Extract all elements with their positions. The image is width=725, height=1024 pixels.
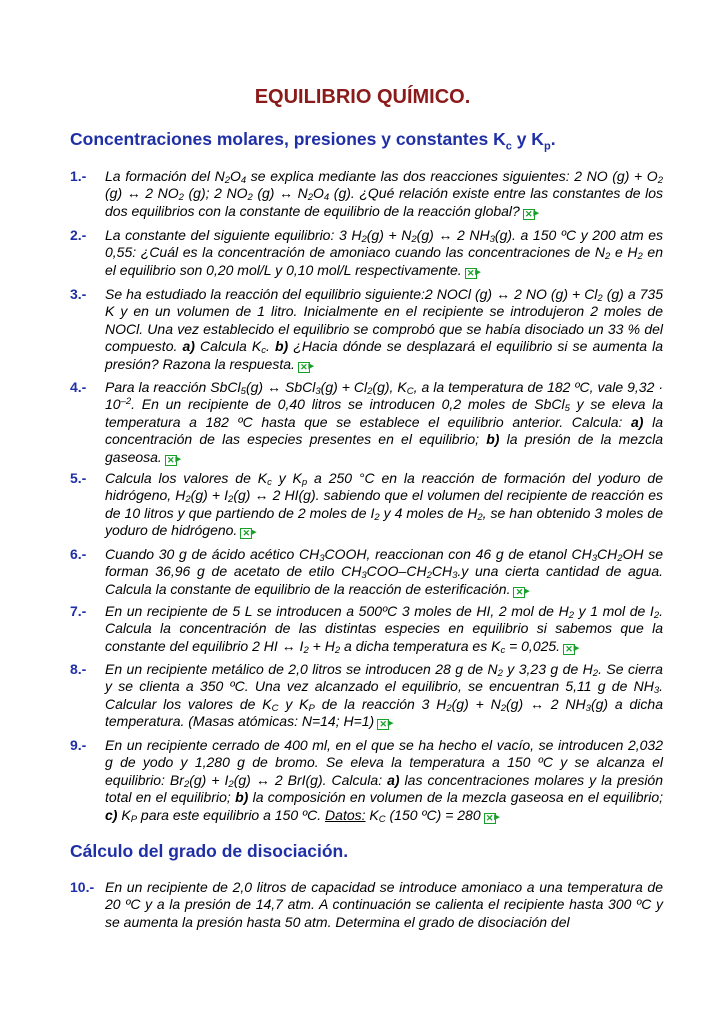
equilibrium-arrow-icon: ↔	[529, 695, 544, 712]
problem-number: 5.-	[70, 470, 87, 486]
problem-10	[70, 879, 663, 931]
problem-9	[70, 737, 663, 824]
solution-link-icon[interactable]: ✕ ▶	[484, 813, 496, 824]
solution-link-icon[interactable]: ✕ ▶	[298, 362, 310, 373]
problem-number: 9.-	[70, 737, 87, 753]
problem-text: En un recipiente de 2,0 litros de capacidad se introduce amoniaco a una temperatura de 20 ºC y a la presión de 14,7 atm. A continuación se calienta el recipiente hasta 300 ºC y se aumenta la presión hasta 50 atm. Determina el grado de disociación del	[105, 879, 663, 930]
solution-link-icon[interactable]: ✕ ▶	[563, 644, 575, 655]
problem-text: En un recipiente metálico de 2,0 litros se introducen 28 g de $N_2$ y 3,23 g de $H_2$. Se cierra y se clienta a 350 ºC. Una vez alcanzado el equilibrio, se encuentran 5,11 g de $NH_3$. Calcular los valores de $K_C$ y $K_P$ de la reacción 3 $H_2(g) + N_2(g)$ ↔ 2 $NH_3(g)$ a dicha temperatura. (Masas atómicas: N=14; H=1) ✕ ▶	[105, 661, 663, 731]
problem-number: 2.-	[70, 227, 87, 243]
solution-link-icon[interactable]: ✕ ▶	[465, 268, 477, 279]
equilibrium-arrow-icon: ↔	[279, 185, 294, 202]
problem-number: 1.-	[70, 168, 87, 184]
equilibrium-arrow-icon: ↔	[281, 637, 296, 654]
problem-1	[70, 168, 663, 220]
solution-link-icon[interactable]: ✕ ▶	[377, 719, 389, 730]
problem-6	[70, 546, 663, 598]
problem-number: 7.-	[70, 603, 87, 619]
section-heading-disociacion: Cálculo del grado de disociación.	[70, 841, 349, 861]
problem-text: Para la reacción SbCl$_5$(g) ↔ SbCl$_3$(g) + $Cl_2(g)$, $K_C$, a la temperatura de 182 ºC, vale $9,32 \cdot 10^{-2}$. En un recipiente de 0,40 litros se introducen 0,2 moles de SbCl$_5$ y se eleva la temperatura a 182 ºC hasta que se establece el equilibrio anterior. Calcula: a) la concentración de las especies presentes en el equilibrio; b) la presión de la mezcla gaseosa. ✕ ▶	[105, 379, 663, 466]
problem-number: 10.-	[70, 879, 95, 895]
problem-4	[70, 379, 663, 466]
equilibrium-arrow-icon: ↔	[496, 286, 511, 302]
problem-text: Calcula los valores de $K_c$ y $K_p$ a 250 °C en la reacción de formación del yoduro de hidrógeno, $H_2(g) + I_2(g)$ ↔ 2 HI(g). sabiendo que el volumen del recipiente de reacción es de 10 litros y que partiendo de 2 moles de $I_2$ y 4 moles de $H_2$, se han obtenido 3 moles de yoduro de hidrógeno. ✕ ▶	[105, 470, 663, 540]
problem-8	[70, 661, 663, 731]
problem-text: La constante del siguiente equilibrio: 3 $H_2(g) + N_2(g)$ ↔ 2 $NH_3(g)$. a 150 ºC y 200 atm es 0,55: ¿Cuál es la concentración de amoniaco cuando las concentraciones de $N_2$ e $H_2$ en el equilibrio son 0,20 mol/L y 0,10 mol/L respectivamente. ✕ ▶	[105, 227, 663, 279]
equilibrium-arrow-icon: ↔	[254, 487, 269, 504]
equilibrium-arrow-icon: ↔	[255, 771, 270, 788]
problem-3	[70, 286, 663, 373]
problem-text: La formación del $N_2O_4$ se explica mediante las dos reacciones siguientes: 2 NO $(g) + O_2$ (g) ↔ 2 $NO_2$ (g); 2 $NO_2$ (g) ↔ $N_2O_4$ (g). ¿Qué relación existe entre las constantes de los dos equilibrios con la constante de equilibrio de la reacción global? ✕ ▶	[105, 168, 663, 220]
solution-link-icon[interactable]: ✕ ▶	[513, 587, 525, 598]
solution-link-icon[interactable]: ✕ ▶	[523, 209, 535, 220]
problem-text: Se ha estudiado la reacción del equilibrio siguiente:2 NOCl (g) ↔ 2 NO $(g) + Cl_2$ (g) a 735 K y en un volumen de 1 litro. Inicialmente en el recipiente se introdujeron 2 moles de NOCl. Una vez establecido el equilibrio se comprobó que se había disociado un 33 % del compuesto. a) Calcula $K_c$. b) ¿Hacia dónde se desplazará el equilibrio si se aumenta la presión? Razona la respuesta. ✕ ▶	[105, 286, 663, 373]
equilibrium-arrow-icon: ↔	[267, 379, 282, 395]
section-heading-concentraciones: Concentraciones molares, presiones y constantes $K_c$ y $K_p$.	[70, 129, 556, 153]
equilibrium-arrow-icon: ↔	[126, 185, 141, 202]
problem-text: Cuando 30 g de ácido acético $CH_3COOH$, reaccionan con 46 g de etanol $CH_3CH_2OH$ se forman 36,96 g de acetato de etilo $CH_3COO-CH_2CH_3.y$ una cierta cantidad de agua. Calcula la constante de equilibrio de la reacción de esterificación. ✕ ▶	[105, 546, 663, 598]
solution-link-icon[interactable]: ✕ ▶	[240, 528, 252, 539]
problem-text: En un recipiente de 5 L se introducen a 500ºC 3 moles de HI, 2 mol de $H_2$ y 1 mol de $I_2$. Calcula la concentración de las distintas especies en equilibrio si sabemos que la constante del equilibrio 2 HI ↔ $I_2 + H_2$ a dicha temperatura es $K_c = 0,025$. ✕ ▶	[105, 603, 663, 655]
problem-number: 3.-	[70, 286, 87, 302]
problem-2	[70, 227, 663, 279]
problem-number: 8.-	[70, 661, 87, 677]
problem-5	[70, 470, 663, 540]
problem-text: En un recipiente cerrado de 400 ml, en el que se ha hecho el vacío, se introducen 2,032 g de yodo y 1,280 g de bromo. Se eleva la temperatura a 150 ºC y se alcanza el equilibrio: $Br_2(g) + I_2(g)$ ↔ 2 BrI(g). Calcula: a) las concentraciones molares y la presión total en el equilibrio; b) la composición en volumen de la mezcla gaseosa en el equilibrio; c) $K_P$ para este equilibrio a 150 ºC. Datos: $K_C$ (150 ºC) = 280 ✕ ▶	[105, 737, 663, 824]
page-title: EQUILIBRIO QUÍMICO.	[254, 86, 471, 108]
problem-7	[70, 603, 663, 655]
problem-number: 6.-	[70, 546, 87, 562]
equilibrium-arrow-icon: ↔	[438, 227, 453, 243]
problem-number: 4.-	[70, 379, 87, 395]
solution-link-icon[interactable]: ✕ ▶	[165, 455, 177, 466]
